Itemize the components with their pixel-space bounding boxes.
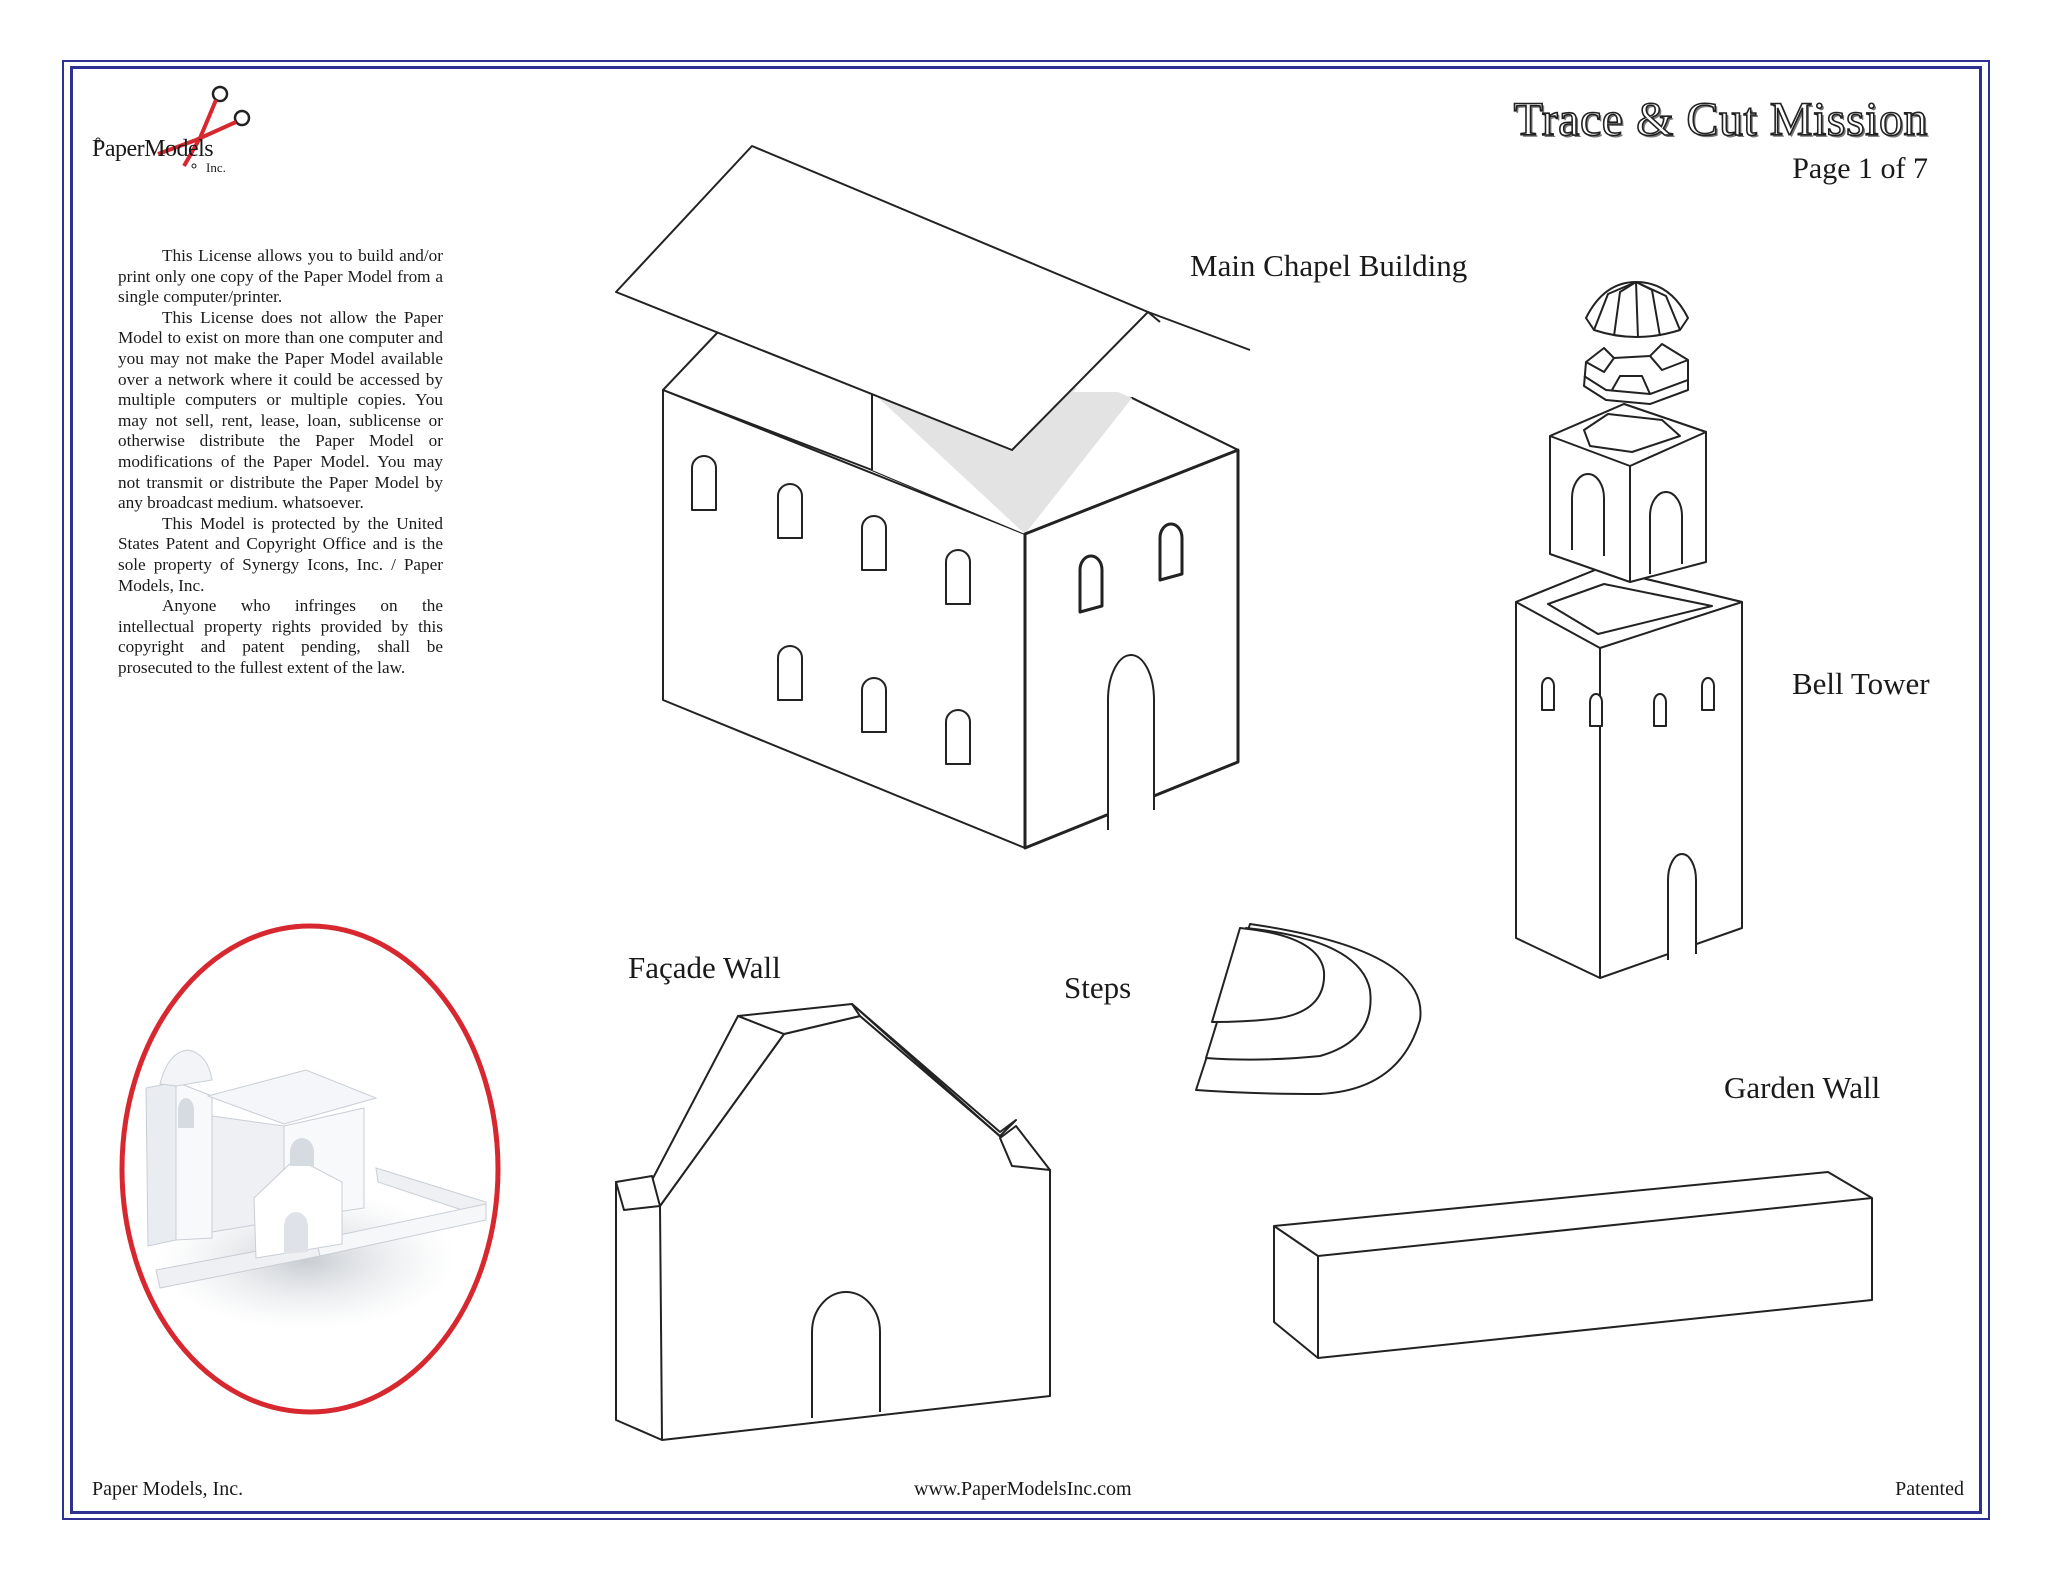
page-number: Page 1 of 7: [1792, 152, 1928, 185]
label-bell-tower: Bell Tower: [1792, 666, 1930, 701]
finished-model-photo: [116, 920, 504, 1418]
page-title: Trace & Cut Mission: [1513, 93, 1928, 146]
footer-company: Paper Models, Inc.: [92, 1478, 244, 1500]
license-paragraph: This Model is protected by the United States Patent and Copyright Office and is the sole property of Synergy Icons, Inc. / Paper Models, Inc.: [118, 513, 443, 595]
garden-wall-drawing: [1274, 1172, 1872, 1358]
license-paragraph: This License does not allow the Paper Model to exist on more than one computer and you may not make the Paper Model available over a network where it could be accessed by multiple computers or multiple copies. You may not sell, rent, lease, loan, sublicense or otherwise distribute the Paper Model or modifications of the Paper Model. You may not transmit or distribute the Paper Model by any broadcast medium. whatsoever.: [118, 307, 443, 513]
license-paragraph: Anyone who infringes on the intellectual property rights provided by this copyright and patent pending, shall be prosecuted to the fullest extent of the law.: [118, 596, 443, 677]
label-steps: Steps: [1064, 970, 1132, 1005]
facade-wall-drawing: [616, 1004, 1050, 1440]
bell-tower-drawing: [1516, 282, 1742, 978]
logo-suffix: Inc.: [206, 160, 226, 175]
main-chapel-drawing: [616, 146, 1250, 848]
footer-website[interactable]: www.PaperModelsInc.com: [914, 1478, 1132, 1500]
steps-drawing: [1196, 924, 1421, 1094]
logo-wordmark: PaperModels: [92, 136, 214, 162]
label-garden-wall: Garden Wall: [1724, 1070, 1881, 1105]
footer-patented: Patented: [1895, 1478, 1964, 1500]
license-paragraph: This License allows you to build and/or print only one copy of the Paper Model from a single computer/printer.: [118, 246, 443, 307]
label-facade-wall: Façade Wall: [628, 950, 781, 985]
label-main-chapel: Main Chapel Building: [1190, 248, 1468, 283]
